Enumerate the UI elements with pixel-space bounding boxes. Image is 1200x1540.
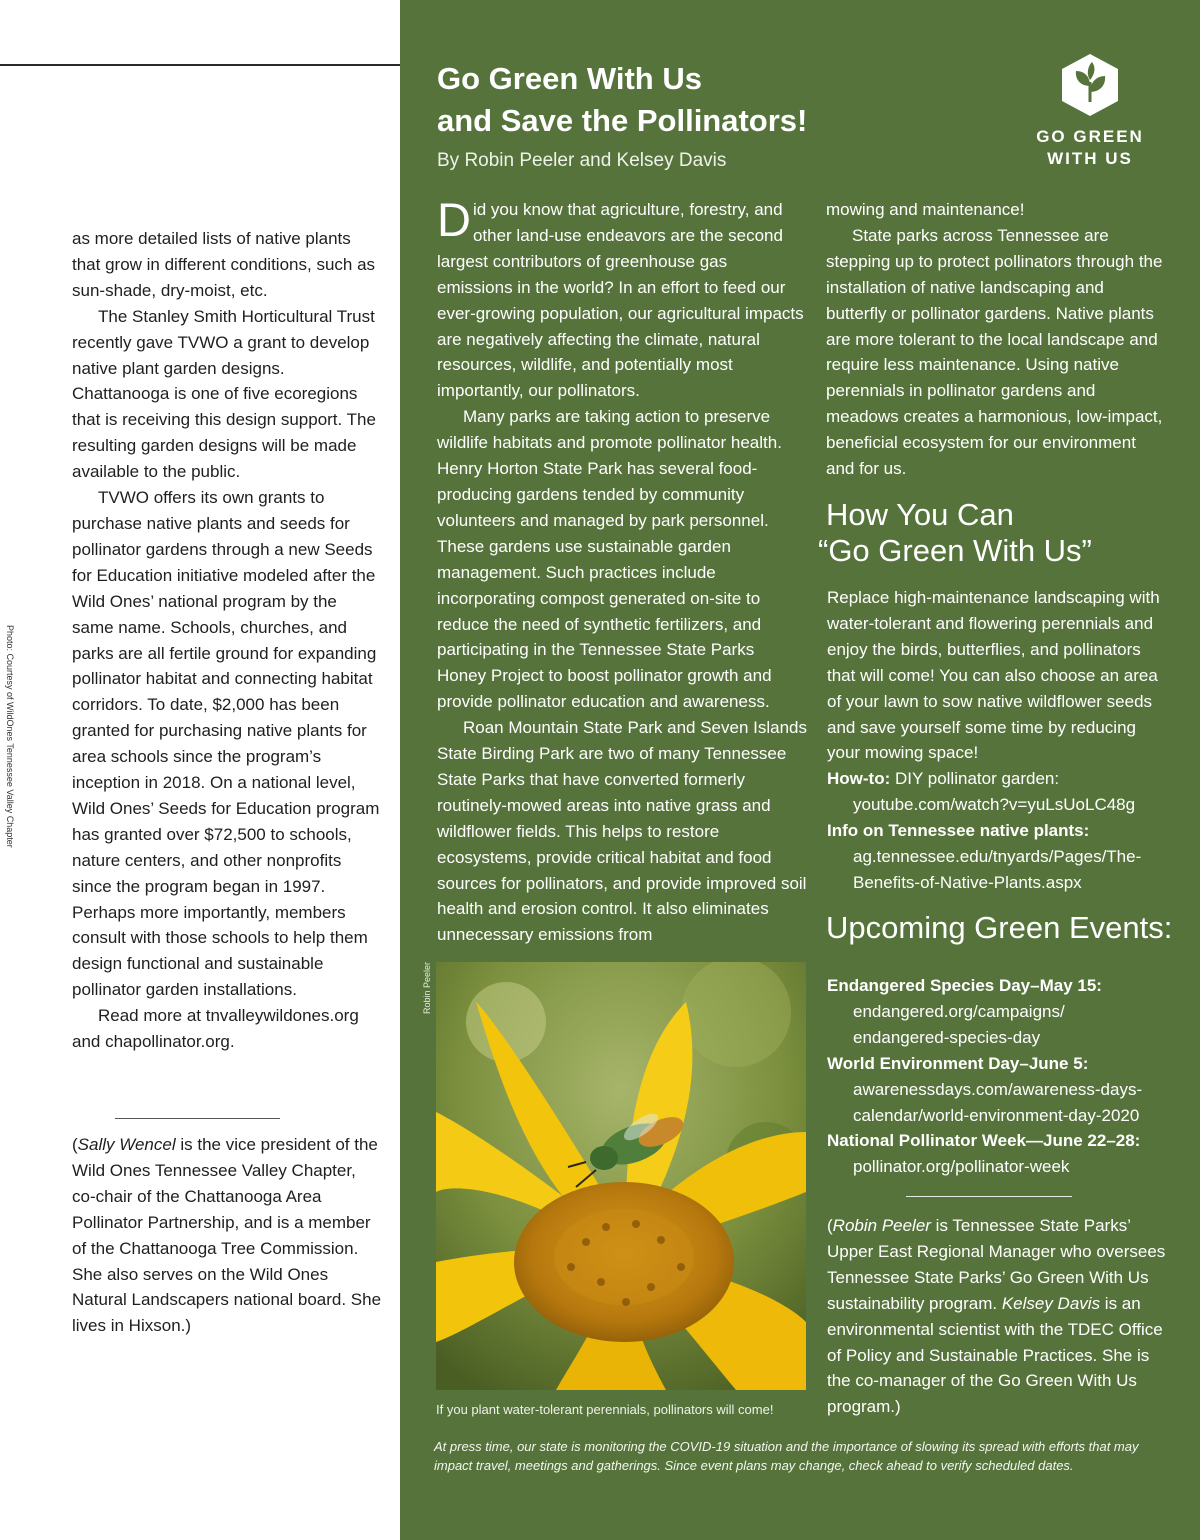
howto-line (827, 766, 1172, 792)
title-line-2: and Save the Pollinators! (437, 103, 808, 138)
title-line-1: Go Green With Us (437, 61, 702, 96)
bio-name: Kelsey Davis (1001, 1293, 1101, 1313)
article-paragraph: Roan Mountain State Park and Seven Islands State Birding Park are two of many Tennessee State Parks that have converted formerly routinely-mowed areas into native grass and wildflower fields. This helps to restore ecosystems, provide critical habitat and food sources for pollinators, and provide improved soil health and erosion control. It also eliminates unnecessary emissions from (437, 718, 807, 945)
top-rule (0, 64, 400, 66)
event-name: Endangered Species Day–May 15: (827, 976, 1102, 995)
event-link[interactable]: pollinator.org/pollinator-week (853, 1157, 1070, 1177)
left-paragraph: The Stanley Smith Horticultural Trust recently gave TVWO a grant to develop native plant garden designs. Chattanooga is one of five ecoregions that is receiving this design support. The resulting garden designs will be made available to the public. (72, 306, 376, 482)
right-divider (906, 1196, 1072, 1197)
event-link[interactable]: endangered-species-day (853, 1027, 1041, 1047)
heading-line-2: “Go Green With Us” (818, 533, 1092, 568)
info-label: Info on Tennessee native plants: (827, 821, 1090, 841)
article-paragraph (437, 193, 807, 404)
left-paragraph: TVWO offers its own grants to purchase native plants and seeds for pollinator gardens through a new Seeds for Education initiative modeled after the Wild Ones’ national program by the same name. Schools, churches, and parks are all fertile ground for expanding pollinator habitat and connecting habitat corridors. To date, $2,000 has been granted for purchasing native plants for area schools since the program’s inception in 2018. On a national level, Wild Ones’ Seeds for Education program has granted over $72,500 to schools, nature centers, and other nonprofits since the program began in 1997. Perhaps more importantly, members consult with those schools to help them design functional and sustainable pollinator garden installations. (72, 488, 380, 1000)
sunflower-bee-illustration (436, 962, 806, 1390)
leaf-hexagon-icon (1058, 52, 1122, 118)
left-paragraph: Read more at tnvalleywildones.org and chapollinator.org. (72, 1006, 359, 1052)
left-body-text (72, 226, 382, 1055)
photo-credit: Robin Peeler (422, 962, 432, 1015)
event-link[interactable]: awarenessdays.com/awareness-days- (853, 1079, 1143, 1099)
how-you-can-heading (818, 497, 1166, 569)
logo-line-1: GO GREEN (1036, 127, 1144, 146)
left-divider (115, 1118, 280, 1119)
article-column-1 (437, 193, 807, 948)
go-green-logo (1030, 52, 1150, 170)
events-heading: Upcoming Green Events: (826, 910, 1173, 945)
article-paragraph: mowing and maintenance! (826, 200, 1025, 219)
article-panel (400, 0, 1200, 1540)
events-list (827, 973, 1177, 1180)
photo-caption: If you plant water-tolerant perennials, pollinators will come! (436, 1402, 774, 1417)
left-column (0, 0, 400, 1540)
article-title (437, 58, 997, 142)
article-paragraph: State parks across Tennessee are stepping up to protect pollinators through the installation of native landscaping and butterfly or pollinator gardens. Native plants are more tolerant to the local landscape and require less maintenance. Using native perennials in pollinator gardens and meadows creates a harmonious, low-impact, beneficial ecosystem for our environment and for us. (826, 225, 1163, 479)
event-link[interactable]: endangered.org/campaigns/ (853, 1001, 1065, 1021)
bio-open: ( (72, 1135, 78, 1154)
howto-label: How-to: (827, 769, 891, 789)
howto-link[interactable]: youtube.com/watch?v=yuLsUoLC48g (853, 795, 1136, 815)
side-photo-credit: Photo: Courtesy of WildOnes Tennessee Valley Chapter (5, 625, 15, 848)
left-paragraph: as more detailed lists of native plants that grow in different conditions, such as sun-shade, dry-moist, etc. (72, 229, 376, 300)
byline: By Robin Peeler and Kelsey Davis (437, 150, 727, 171)
bio-text: is an environmental scientist with the TDEC Office of Policy and Sustainable Practices. She is the co-manager of the Go Green With Us program.) (827, 1293, 1163, 1417)
bio-text: is the vice president of the Wild Ones Tennessee Valley Chapter, co-chair of the Chattanooga Area Pollinator Partnership, and is a member of the Chattanooga Tree Commission. She also serves on the Wild Ones Natural Landscapers national board. She lives in Hixson.) (72, 1135, 382, 1336)
howto-value: DIY pollinator garden: (890, 769, 1060, 789)
info-link-line-1[interactable]: ag.tennessee.edu/tnyards/Pages/The- (853, 847, 1142, 867)
author-bio-right (827, 1213, 1172, 1420)
press-note: At press time, our state is monitoring the COVID-19 situation and the importance of slowing its spread with efforts that may impact travel, meetings and gatherings. Since event plans may change, check ahead to verify scheduled dates. (434, 1439, 1139, 1473)
author-bio-left (72, 1132, 382, 1339)
article-column-2 (826, 197, 1166, 482)
drop-cap: D (437, 193, 471, 246)
event-link[interactable]: calendar/world-environment-day-2020 (853, 1105, 1140, 1125)
event-name: World Environment Day–June 5: (827, 1053, 1089, 1073)
how-you-can-text (827, 585, 1172, 896)
flower-photo (436, 962, 806, 1390)
event-name: National Pollinator Week—June 22–28: (827, 1131, 1141, 1151)
article-paragraph-text: id you know that agriculture, forestry, and other land-use endeavors are the second largest contributors of greenhouse gas emissions in the world? In an effort to feed our ever-growing population, our agricultural impacts are negatively affecting the climate, natural resources, wildlife, and potentially most importantly, our pollinators. (437, 200, 804, 401)
info-link-line-2[interactable]: Benefits-of-Native-Plants.aspx (853, 872, 1082, 892)
bio-name: Robin Peeler (832, 1216, 931, 1235)
logo-line-2: WITH US (1047, 149, 1133, 168)
article-paragraph: Many parks are taking action to preserve wildlife habitats and promote pollinator health. Henry Horton State Park has several food-producing gardens tended by community volunteers and managed by park personnel. These gardens use sustainable garden management. Such practices include incorporating compost generated on-site to reduce the need of synthetic fertilizers, and participating in the Tennessee State Parks Honey Project to boost pollinator growth and provide pollinator education and awareness. (437, 407, 782, 712)
bio-name: Sally Wencel (77, 1135, 176, 1154)
heading-line-1: How You Can (826, 497, 1014, 532)
section-heading (818, 497, 1166, 569)
howto-paragraph: Replace high-maintenance landscaping with water-tolerant and flowering perennials and enjoy the birds, butterflies, and pollinators that will come! You can also choose an area of your lawn to sow native wildflower seeds and save yourself some time by reducing your mowing space! (827, 588, 1160, 763)
logo-text (1030, 126, 1150, 170)
bio-text: is Tennessee State Parks’ Upper East Regional Manager who oversees Tennessee State Parks’ Go Green With Us sustainability program. (827, 1216, 1166, 1313)
bio-open: ( (827, 1216, 833, 1235)
